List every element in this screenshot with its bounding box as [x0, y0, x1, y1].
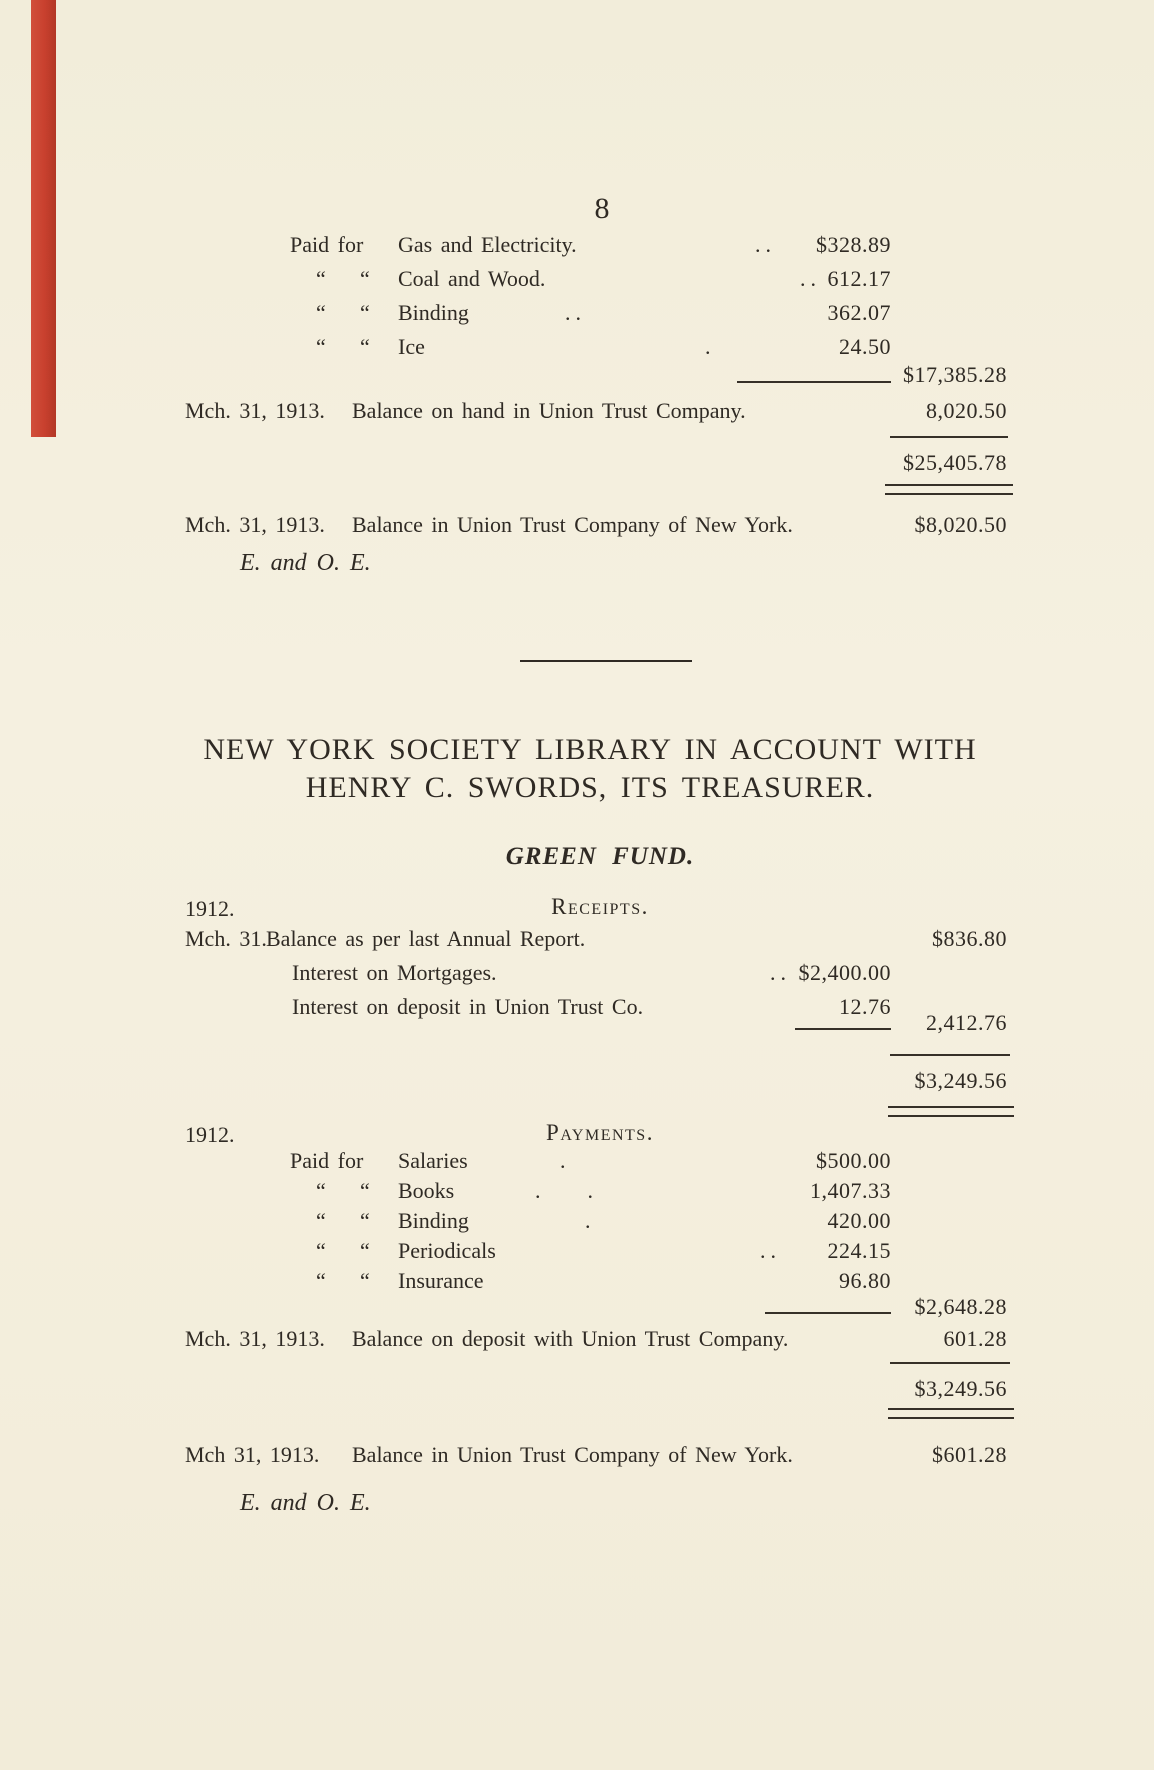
- ditto-mark: “: [360, 1178, 370, 1203]
- account-title-line2: HENRY C. SWORDS, ITS TREASURER.: [305, 771, 875, 804]
- ditto-mark: “: [316, 334, 326, 359]
- ledger-row-amount: 12.76: [839, 994, 891, 1019]
- row-amount: 8,020.50: [926, 398, 1007, 423]
- leader-dots: .: [705, 334, 716, 359]
- page-number: 8: [594, 192, 610, 225]
- ditto-mark: “: [360, 334, 370, 359]
- row-text: Balance on hand in Union Trust Company.: [352, 398, 746, 423]
- subtotal-amount: 2,412.76: [926, 1010, 1007, 1035]
- year-label: 1912.: [185, 1122, 235, 1147]
- subtotal-rule: [765, 1312, 891, 1314]
- leader-dots: ..: [755, 232, 776, 257]
- ledger-row-label: Ice: [398, 334, 425, 359]
- subtotal-amount: $2,648.28: [914, 1294, 1007, 1319]
- row-text: Balance in Union Trust Company of New York.: [352, 512, 793, 537]
- ledger-row-label: Books: [398, 1178, 455, 1203]
- total-amount: $25,405.78: [903, 450, 1007, 475]
- ditto-mark: “: [316, 266, 326, 291]
- errors-excepted-note: E. and O. E.: [240, 1490, 371, 1516]
- ditto-mark: “: [316, 1178, 326, 1203]
- total-rule: [890, 1054, 1010, 1056]
- ledger-row-label: Salaries: [398, 1148, 468, 1173]
- ledger-row-label: Coal and Wood.: [398, 266, 546, 291]
- row-text: Balance as per last Annual Report.: [266, 926, 586, 951]
- year-label: 1912.: [185, 896, 235, 921]
- row-date: Mch 31, 1913.: [185, 1442, 320, 1467]
- row-date: Mch. 31.: [185, 926, 267, 951]
- row-amount: $601.28: [932, 1442, 1007, 1467]
- total-rule: [890, 436, 1008, 438]
- ditto-mark: “: [360, 1208, 370, 1233]
- leader-dots: ..: [800, 266, 821, 291]
- ditto-mark: “: [360, 266, 370, 291]
- fund-title: GREEN FUND.: [505, 843, 695, 870]
- ledger-row-amount: $2,400.00: [798, 960, 891, 985]
- total-rule: [890, 1362, 1010, 1364]
- leader-dots: .: [560, 1148, 571, 1173]
- ledger-row-amount: 1,407.33: [810, 1178, 891, 1203]
- ledger-row-prefix: Paid for: [290, 1148, 364, 1173]
- ledger-row-amount: 96.80: [839, 1268, 891, 1293]
- errors-excepted-note: E. and O. E.: [240, 550, 371, 576]
- ledger-row-label: Gas and Electricity.: [398, 232, 577, 257]
- row-date: Mch. 31, 1913.: [185, 398, 325, 423]
- ledger-row-amount: 612.17: [827, 266, 891, 291]
- ledger-row-amount: 24.50: [839, 334, 891, 359]
- row-text: Balance on deposit with Union Trust Company.: [352, 1326, 789, 1351]
- row-amount: $8,020.50: [914, 512, 1007, 537]
- ledger-row-amount: $500.00: [816, 1148, 891, 1173]
- ledger-row-amount: $328.89: [816, 232, 891, 257]
- section-divider: [520, 660, 692, 662]
- leader-dots: . .: [535, 1178, 598, 1203]
- row-date: Mch. 31, 1913.: [185, 1326, 325, 1351]
- ledger-row-amount: 420.00: [827, 1208, 891, 1233]
- double-rule: [888, 1408, 1014, 1419]
- ledger-row-amount: 224.15: [827, 1238, 891, 1263]
- row-date: Mch. 31, 1913.: [185, 512, 325, 537]
- row-amount: $836.80: [932, 926, 1007, 951]
- ledger-row-label: Interest on Mortgages.: [292, 960, 497, 985]
- leader-dots: ..: [760, 1238, 781, 1263]
- row-text: Balance in Union Trust Company of New York.: [352, 1442, 793, 1467]
- leader-dots: .: [585, 1208, 596, 1233]
- subtotal-rule: [737, 381, 891, 383]
- ledger-row-label: Periodicals: [398, 1238, 496, 1263]
- account-title-line1: NEW YORK SOCIETY LIBRARY IN ACCOUNT WITH: [203, 733, 977, 766]
- total-amount: $3,249.56: [914, 1376, 1007, 1401]
- ditto-mark: “: [360, 1268, 370, 1293]
- ditto-mark: “: [316, 1208, 326, 1233]
- ditto-mark: “: [316, 1238, 326, 1263]
- double-rule: [888, 1106, 1014, 1117]
- ledger-row-amount: 362.07: [827, 300, 891, 325]
- ditto-mark: “: [360, 1238, 370, 1263]
- ditto-mark: “: [360, 300, 370, 325]
- leader-dots: ..: [565, 300, 586, 325]
- ledger-row-prefix: Paid for: [290, 232, 364, 257]
- payments-heading: Payments.: [546, 1120, 654, 1145]
- ledger-row-label: Interest on deposit in Union Trust Co.: [292, 994, 644, 1019]
- ledger-row-label: Insurance: [398, 1268, 484, 1293]
- receipts-heading: Receipts.: [551, 894, 649, 919]
- row-amount: 601.28: [943, 1326, 1007, 1351]
- ledger-row-label: Binding: [398, 1208, 469, 1233]
- double-rule: [885, 484, 1013, 495]
- total-amount: $3,249.56: [914, 1068, 1007, 1093]
- leader-dots: ..: [770, 960, 791, 985]
- ditto-mark: “: [316, 1268, 326, 1293]
- ledger-row-label: Binding: [398, 300, 469, 325]
- subtotal-rule: [795, 1028, 891, 1030]
- subtotal-amount: $17,385.28: [903, 362, 1007, 387]
- ditto-mark: “: [316, 300, 326, 325]
